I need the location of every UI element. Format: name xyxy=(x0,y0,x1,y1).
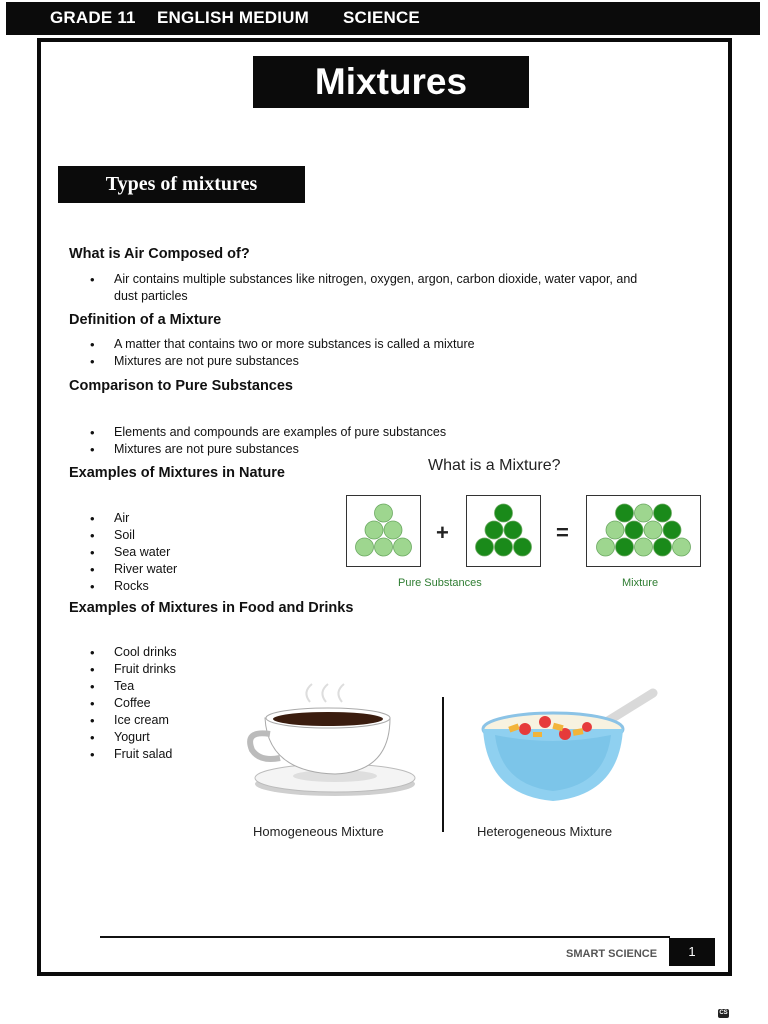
list-item: dust particles xyxy=(114,289,188,303)
heading-comparison: Comparison to Pure Substances xyxy=(69,378,293,394)
list-item: • A matter that contains two or more substances is called a mixture xyxy=(90,336,475,353)
particle xyxy=(495,538,513,556)
particle xyxy=(654,538,672,556)
list-item: • Soil xyxy=(90,527,177,544)
list-item: • Mixtures are not pure substances xyxy=(90,441,446,458)
particle xyxy=(673,538,691,556)
heterogeneous-label: Heterogeneous Mixture xyxy=(477,824,613,839)
particle xyxy=(635,538,653,556)
particle xyxy=(375,538,393,556)
particle xyxy=(616,538,634,556)
particle xyxy=(606,521,624,539)
light-particles-pyramid xyxy=(347,496,420,566)
list-item: • Air xyxy=(90,510,177,527)
particle xyxy=(504,521,522,539)
list-item: • Cool drinks xyxy=(90,644,177,661)
list-item: • Tea xyxy=(90,678,177,695)
section-title: Types of mixtures xyxy=(58,166,305,203)
coffee-cup-illustration xyxy=(240,680,430,810)
list-item: • Mixtures are not pure substances xyxy=(90,353,475,370)
list-item: • Yogurt xyxy=(90,729,177,746)
particle xyxy=(394,538,412,556)
particle xyxy=(365,521,383,539)
particle xyxy=(663,521,681,539)
list-item: • Elements and compounds are examples of pure substances xyxy=(90,424,446,441)
particle xyxy=(485,521,503,539)
list-item: • Ice cream xyxy=(90,712,177,729)
list-food-examples xyxy=(90,644,177,763)
dark-particles-pyramid xyxy=(467,496,540,566)
list-item: • River water xyxy=(90,561,177,578)
particle xyxy=(625,521,643,539)
footer-brand: SMART SCIENCE xyxy=(566,948,658,960)
particle xyxy=(356,538,374,556)
particle xyxy=(597,538,615,556)
grade-label: GRADE 11 xyxy=(50,8,136,27)
footer-divider xyxy=(100,936,670,938)
homogeneous-label: Homogeneous Mixture xyxy=(253,824,384,839)
list-nature-examples xyxy=(90,510,177,595)
particle xyxy=(384,521,402,539)
illustration-divider xyxy=(442,697,444,832)
list-item: • Coffee xyxy=(90,695,177,712)
particle xyxy=(375,504,393,522)
particle xyxy=(616,504,634,522)
particle xyxy=(654,504,672,522)
list-item: • Rocks xyxy=(90,578,177,595)
list-air-composition xyxy=(90,271,710,305)
heading-food-examples: Examples of Mixtures in Food and Drinks xyxy=(69,600,354,616)
equals-sign: = xyxy=(556,520,569,545)
particle xyxy=(495,504,513,522)
particle xyxy=(514,538,532,556)
cereal-bowl-illustration xyxy=(475,685,665,810)
pure-substance-box-dark xyxy=(466,495,541,567)
particle xyxy=(644,521,662,539)
diagram-title: What is a Mixture? xyxy=(428,457,561,474)
pure-substance-box-light xyxy=(346,495,421,567)
pure-substances-label: Pure Substances xyxy=(398,577,482,589)
header-bar xyxy=(6,2,760,35)
particle xyxy=(635,504,653,522)
list-item: • Fruit salad xyxy=(90,746,177,763)
scanner-badge-icon: CS xyxy=(719,1010,728,1016)
list-item: • Sea water xyxy=(90,544,177,561)
heading-nature-examples: Examples of Mixtures in Nature xyxy=(69,465,285,481)
page-title: Mixtures xyxy=(253,56,529,108)
mixed-particles xyxy=(587,496,700,566)
plus-sign: + xyxy=(436,520,449,545)
heading-definition: Definition of a Mixture xyxy=(69,312,222,328)
mixture-box xyxy=(586,495,701,567)
particle xyxy=(476,538,494,556)
list-definition xyxy=(90,336,475,370)
mixture-label: Mixture xyxy=(622,577,659,589)
list-item: • Air contains multiple substances like nitrogen, oxygen, argon, carbon dioxide, water vapor, and xyxy=(90,271,710,288)
heading-air-composition: What is Air Composed of? xyxy=(69,246,250,262)
page-number: 1 xyxy=(669,938,715,966)
subject-label: SCIENCE xyxy=(343,8,420,27)
list-comparison xyxy=(90,424,446,458)
medium-label: ENGLISH MEDIUM xyxy=(157,8,310,27)
list-item: • Fruit drinks xyxy=(90,661,177,678)
